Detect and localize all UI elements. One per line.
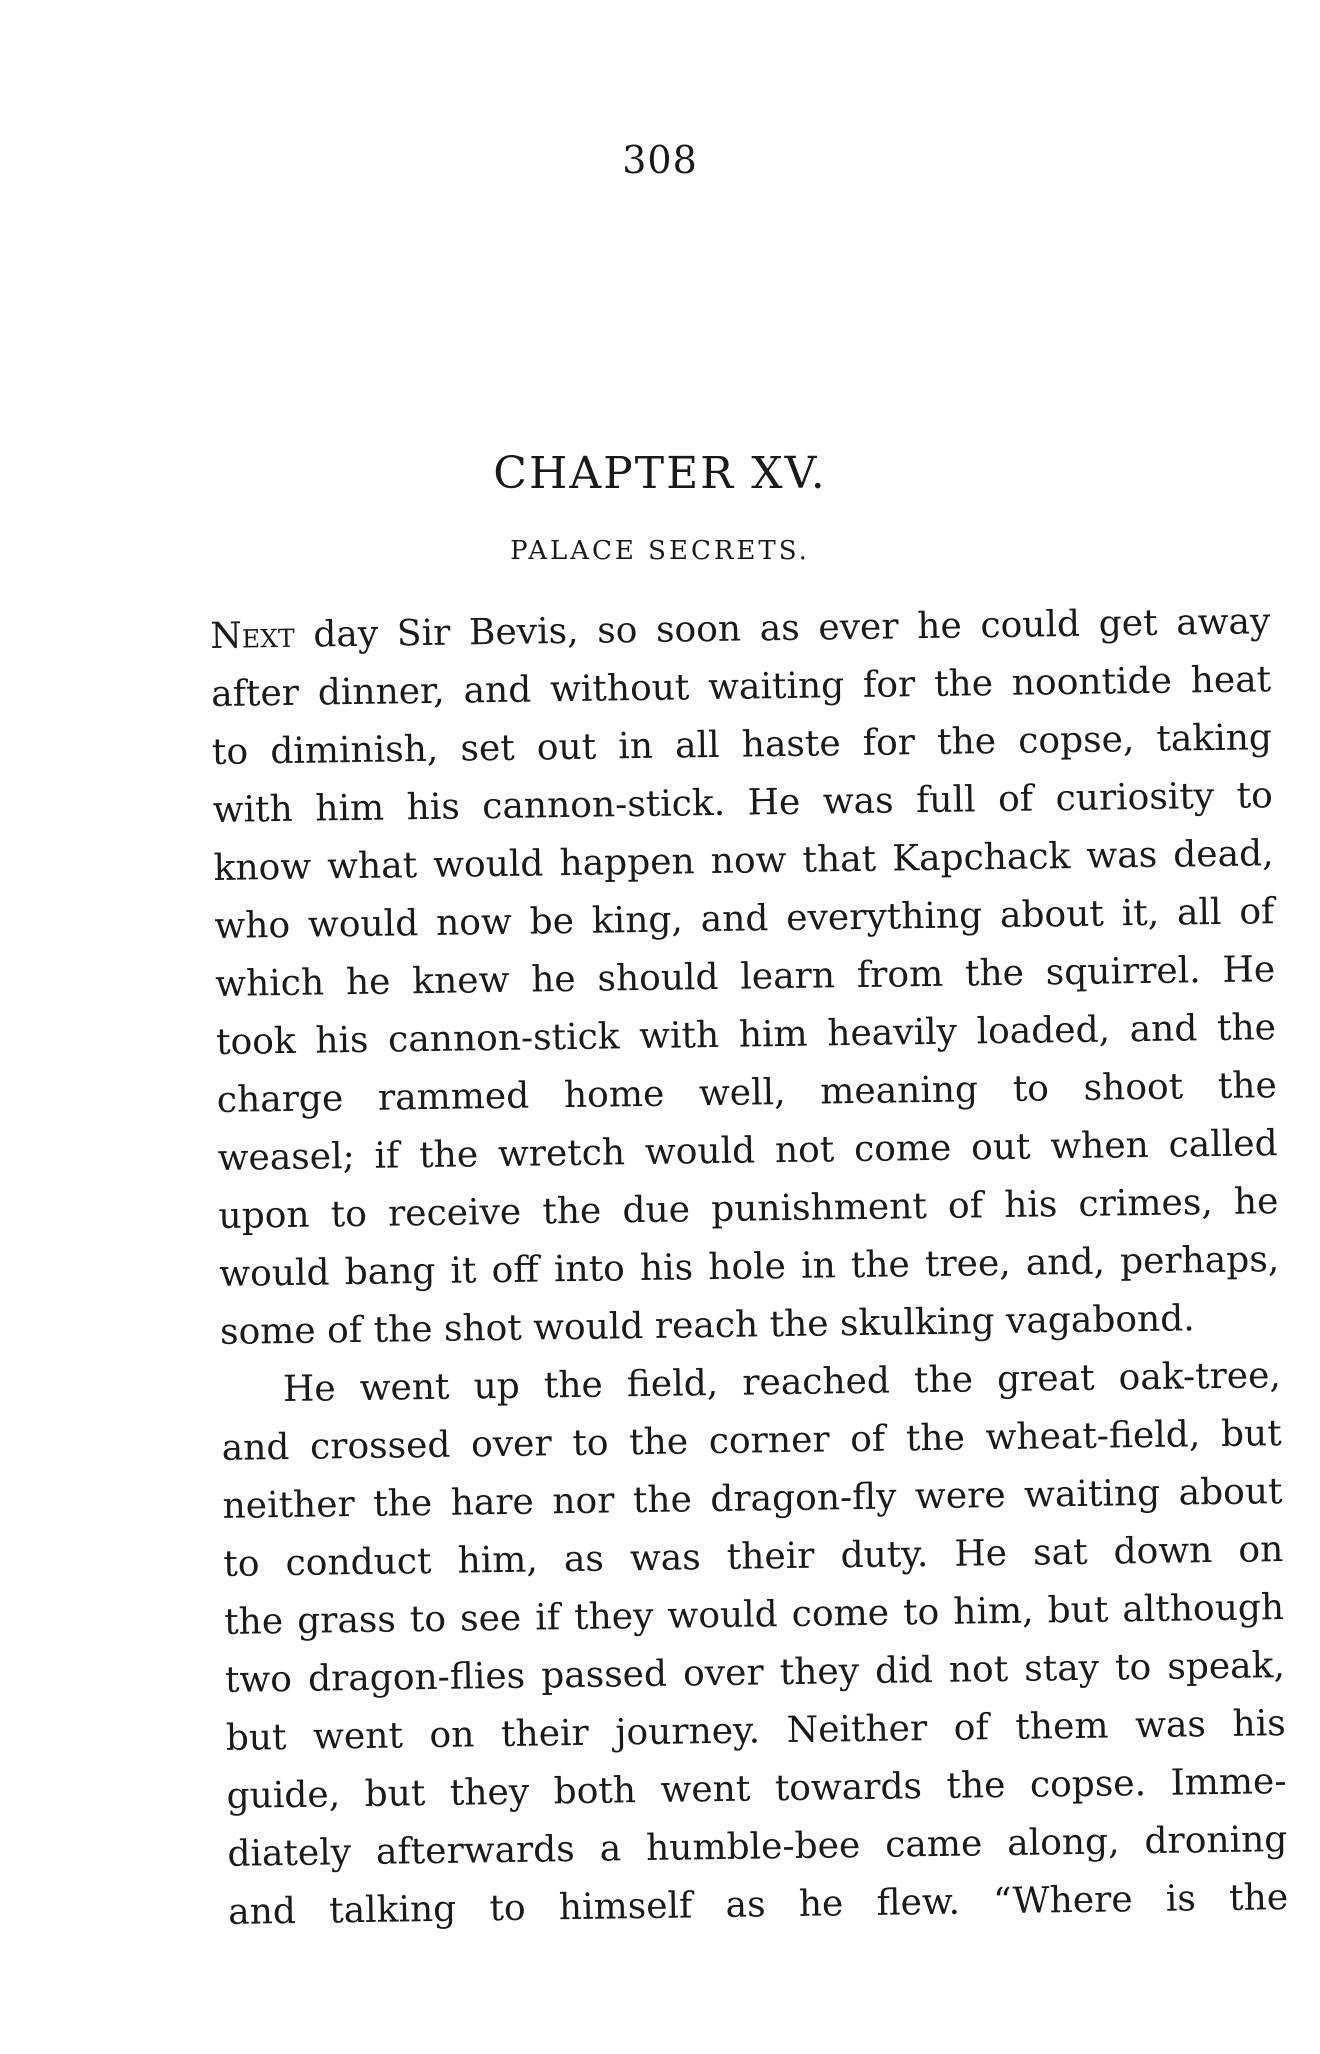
text-line: with him his cannon-stick. He was full of curiosity to: [212, 775, 1274, 831]
text-line: to diminish, set out in all haste for the copse, taking: [211, 717, 1273, 773]
paragraph-2: [221, 1347, 1289, 1942]
text-line: took his cannon-stick with him heavily loaded, and the: [215, 1007, 1277, 1063]
page-number: 308: [622, 138, 698, 182]
text-line: two dragon-flies passed over they did not stay to speak,: [224, 1645, 1286, 1701]
text-line: which he knew he should learn from the squirrel. He: [214, 949, 1276, 1005]
text-line: neither the hare nor the dragon-fly were waiting about: [222, 1471, 1283, 1527]
text-line: but went on their journey. Neither of them was his: [225, 1703, 1286, 1759]
text-line: He went up the field, reached the great oak-tree,: [282, 1355, 1282, 1411]
text-line: and talking to himself as he flew. “Where is the: [227, 1877, 1289, 1933]
text-line: know what would happen now that Kapchack was dead,: [213, 833, 1274, 889]
text-line: after dinner, and without waiting for the noontide heat: [210, 659, 1272, 715]
text-line: upon to receive the due punishment of his crimes, he: [218, 1181, 1279, 1237]
text-line: would bang it off into his hole in the tree, and, perhaps,: [219, 1239, 1280, 1295]
text-line: and crossed over to the corner of the wheat-field, but: [221, 1413, 1282, 1469]
text-line: weasel; if the wretch would not come out when called: [217, 1123, 1278, 1179]
text-line: the grass to see if they would come to him, but although: [223, 1587, 1285, 1643]
chapter-title: CHAPTER XV.: [493, 448, 827, 499]
text-line: to conduct him, as was their duty. He sat down on: [223, 1529, 1284, 1585]
text-line: who would now be king, and everything about it, all of: [214, 891, 1275, 947]
chapter-subtitle: PALACE SECRETS.: [510, 536, 810, 566]
body-text: [210, 593, 1289, 1942]
text-line: some of the shot would reach the skulking vagabond.: [219, 1298, 1195, 1353]
text-line: guide, but they both went towards the copse. Imme-: [226, 1761, 1287, 1817]
paragraph-1: [210, 593, 1280, 1362]
text-line-content: day Sir Bevis, so soon as ever he could get away: [294, 601, 1271, 656]
text-line: diately afterwards a humble-bee came along, droning: [227, 1819, 1288, 1875]
drop-word: Next: [210, 614, 295, 657]
text-line: charge rammed home well, meaning to shoot the: [216, 1065, 1278, 1121]
